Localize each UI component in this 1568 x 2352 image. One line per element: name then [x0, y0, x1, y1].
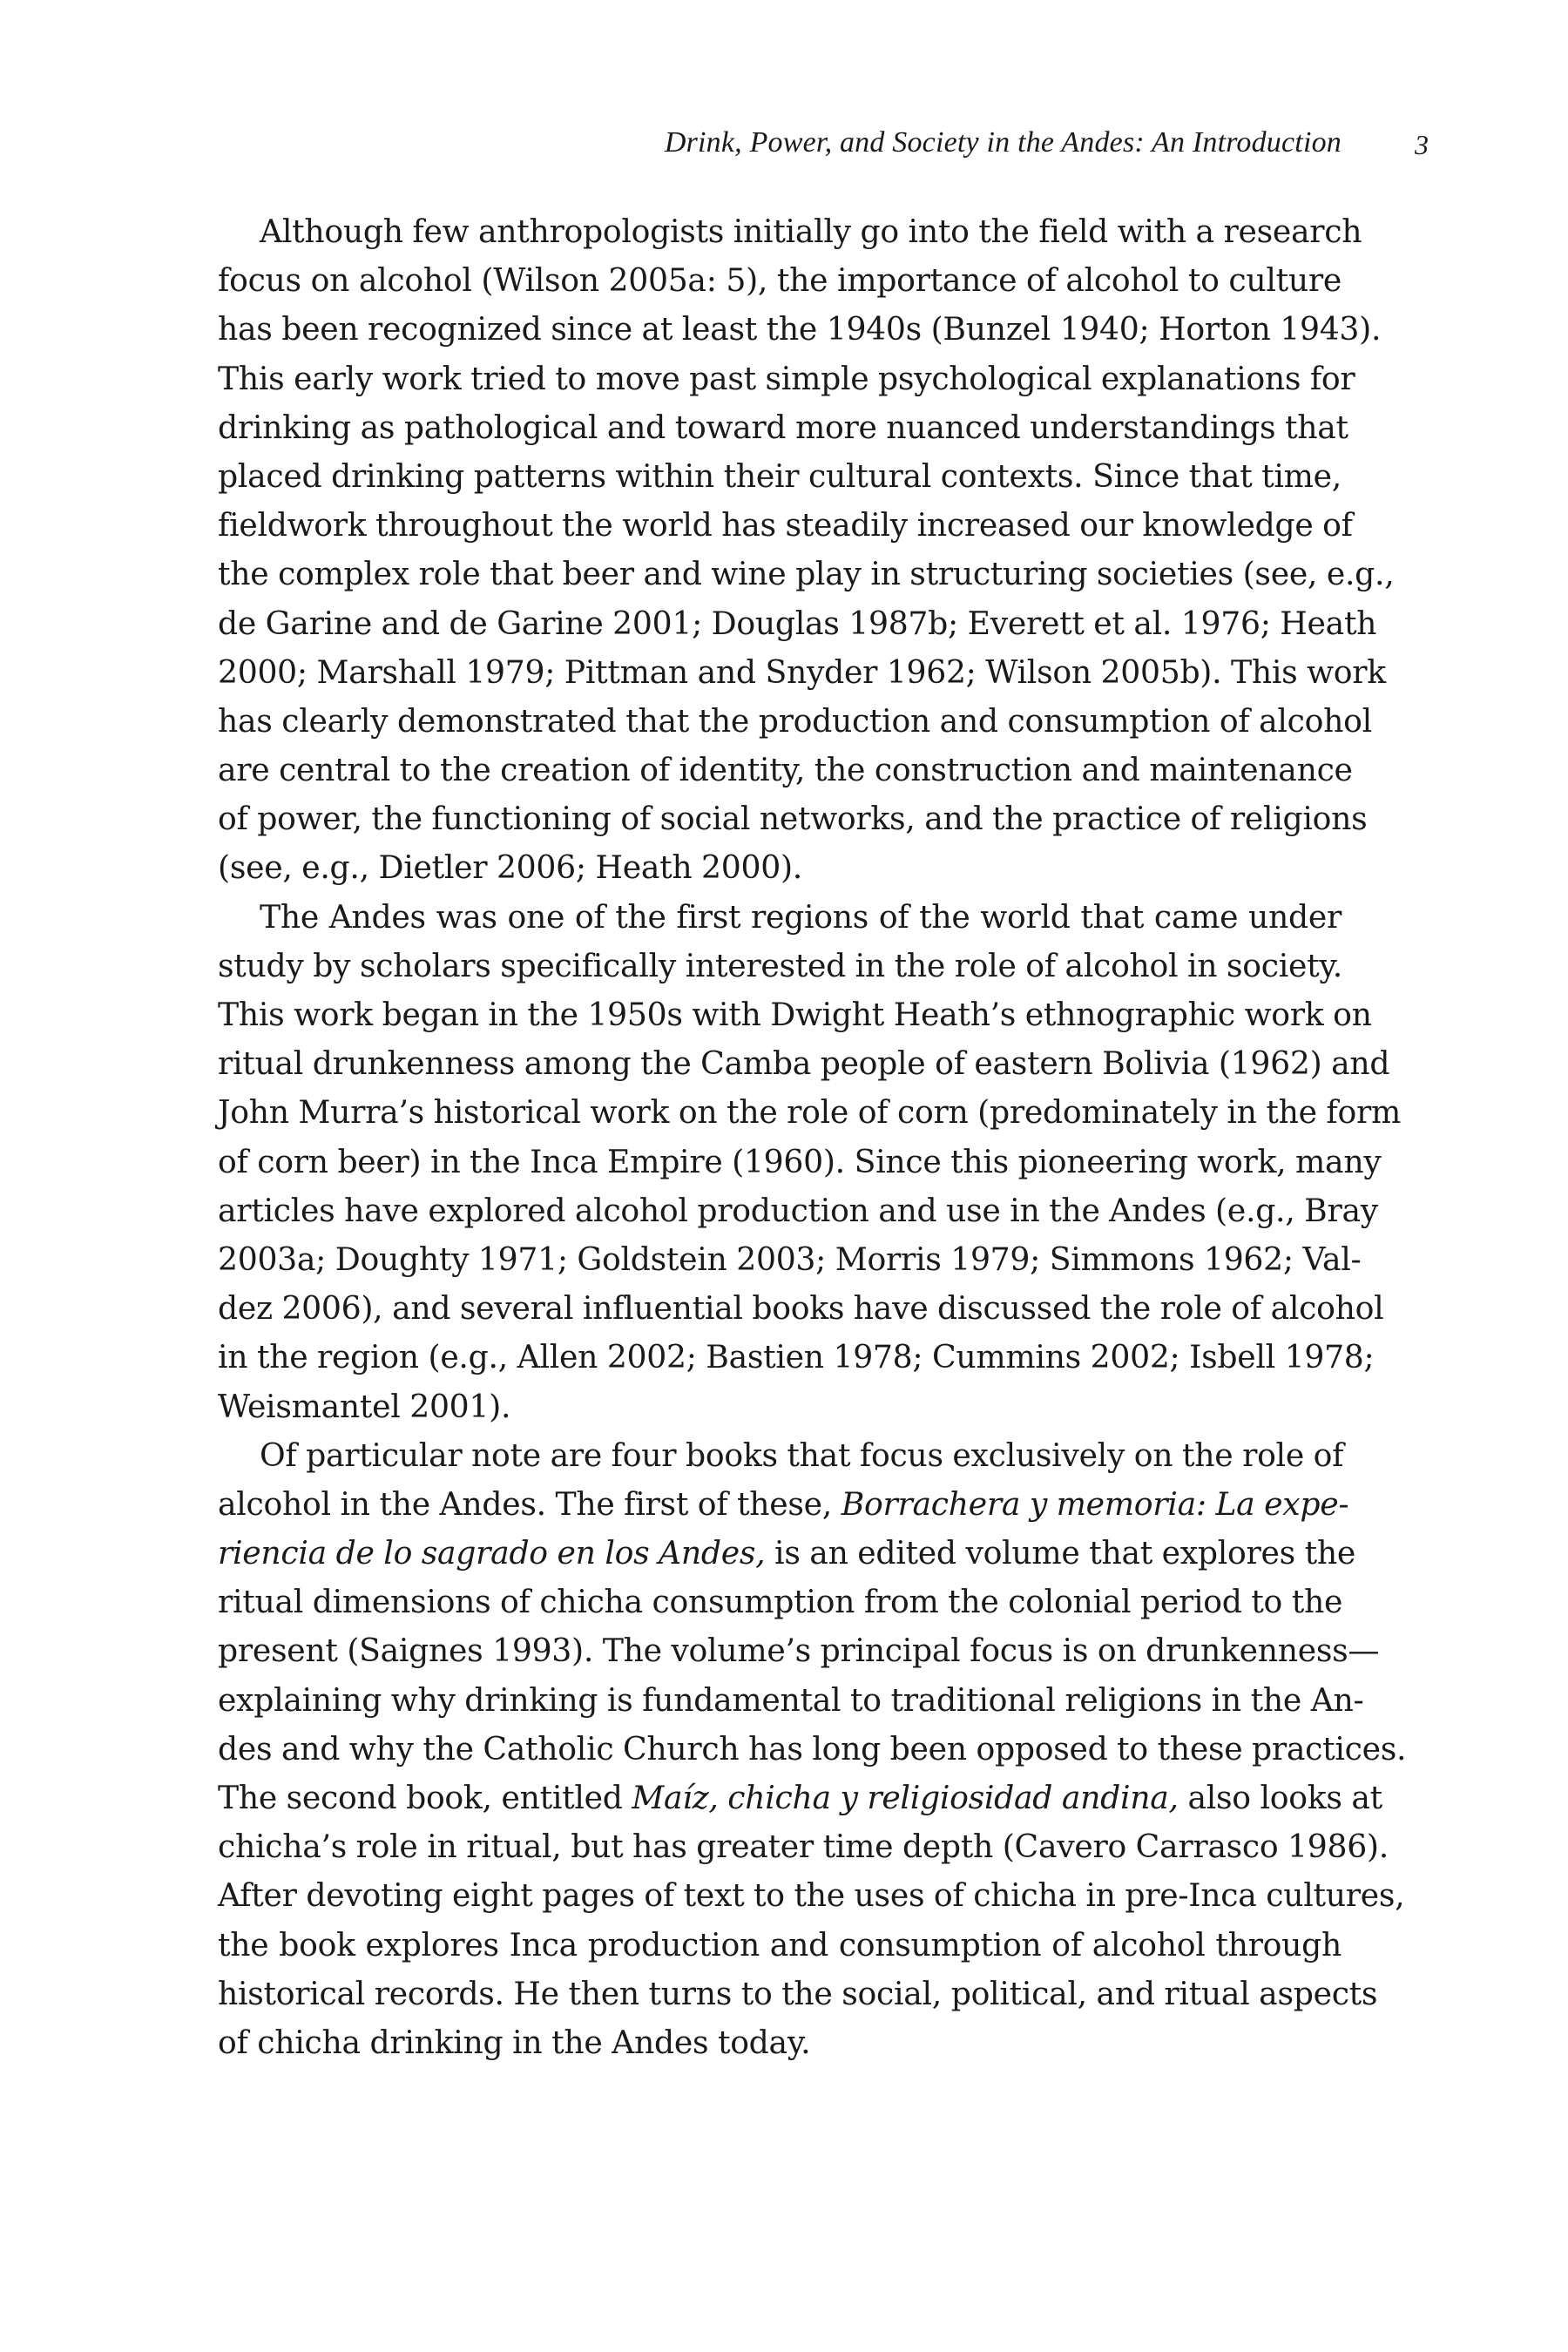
paragraph	[218, 207, 1395, 893]
text-line	[218, 697, 1372, 746]
text-line	[218, 1626, 1380, 1675]
line-text: is an edited volume that explores the	[765, 1534, 1355, 1572]
italic-title-text: riencia de lo sagrado en los Andes,	[218, 1534, 766, 1572]
text-line	[218, 893, 1342, 942]
text-line	[218, 1529, 1355, 1578]
italic-title-text: Borrachera y memoria: La expe-	[841, 1484, 1349, 1523]
line-text: des and why the Catholic Church has long been opposed to these practices.	[218, 1729, 1407, 1767]
line-text: of corn beer) in the Inca Empire (1960). Since this pioneering work, many	[218, 1142, 1382, 1180]
text-line	[218, 1774, 1382, 1822]
line-text: historical records. He then turns to the social, political, and ritual aspects	[218, 1974, 1378, 2012]
line-text: drinking as pathological and toward more nuanced understandings that	[218, 408, 1348, 446]
text-line	[218, 1431, 1342, 1480]
line-text: ritual drunkenness among the Camba people of eastern Bolivia (1962) and	[218, 1044, 1390, 1083]
text-line	[218, 355, 1355, 403]
line-text: placed drinking patterns within their cultural contexts. Since that time,	[218, 456, 1342, 495]
text-line	[218, 1822, 1389, 1871]
text-line	[218, 1725, 1407, 1774]
text-line	[218, 648, 1386, 697]
line-text: in the region (e.g., Allen 2002; Bastien 1978; Cummins 2002; Isbell 1978;	[218, 1338, 1375, 1376]
text-line	[218, 2018, 1342, 2067]
line-text: ritual dimensions of chicha consumption from the colonial period to the	[218, 1583, 1343, 1621]
text-line	[218, 1676, 1364, 1725]
body-text	[218, 207, 1407, 2067]
line-text: The Andes was one of the first regions of the world that came under	[260, 897, 1342, 936]
line-text: dez 2006), and several influential books have discussed the role of alcohol	[218, 1289, 1384, 1328]
text-line	[218, 550, 1395, 598]
text-line	[218, 1039, 1390, 1088]
line-text: has been recognized since at least the 1940s (Bunzel 1940; Horton 1943).	[218, 310, 1382, 348]
line-text: the complex role that beer and wine play in structuring societies (see, e.g.,	[218, 555, 1395, 593]
text-line	[218, 403, 1348, 452]
line-text: (see, e.g., Dietler 2006; Heath 2000).	[218, 848, 802, 887]
text-line	[218, 501, 1353, 550]
line-text: Weismantel 2001).	[218, 1387, 511, 1425]
line-text: After devoting eight pages of text to the uses of chicha in pre-Inca cultures,	[218, 1876, 1405, 1915]
line-text: John Murra’s historical work on the role of corn (predominately in the form	[218, 1093, 1402, 1132]
line-text: chicha’s role in ritual, but has greater time depth (Cavero Carrasco 1986).	[218, 1828, 1389, 1866]
text-line	[218, 1871, 1405, 1920]
line-text: has clearly demonstrated that the production and consumption of alcohol	[218, 701, 1372, 740]
text-line	[218, 1088, 1402, 1137]
text-line	[218, 746, 1353, 794]
line-text: Although few anthropologists initially go into the field with a research	[260, 213, 1362, 250]
running-head-title: Drink, Power, and Society in the Andes: An Introduction	[664, 126, 1342, 159]
line-text: also looks at	[1178, 1779, 1382, 1816]
line-text: present (Saignes 1993). The volume’s principal focus is on drunkenness—	[218, 1632, 1380, 1670]
line-text: 2000; Marshall 1979; Pittman and Snyder 1962; Wilson 2005b). This work	[218, 652, 1386, 691]
text-line	[218, 1480, 1349, 1529]
line-text: fieldwork throughout the world has steadily increased our knowledge of	[218, 506, 1353, 544]
line-text: articles have explored alcohol production and use in the Andes (e.g., Bray	[218, 1191, 1378, 1229]
text-line	[218, 599, 1377, 648]
text-line	[218, 1333, 1375, 1382]
text-line	[218, 452, 1342, 501]
line-text: of power, the functioning of social networks, and the practice of religions	[218, 800, 1368, 838]
text-line	[218, 794, 1368, 843]
text-line	[218, 843, 1342, 892]
paragraph	[218, 893, 1402, 1431]
text-line	[218, 1921, 1342, 1970]
text-line	[218, 1138, 1382, 1186]
line-text: This work began in the 1950s with Dwight Heath’s ethnographic work on	[218, 996, 1372, 1033]
line-text: 2003a; Doughty 1971; Goldstein 2003; Morris 1979; Simmons 1962; Val-	[218, 1240, 1362, 1278]
line-text: are central to the creation of identity, the construction and maintenance	[218, 751, 1353, 789]
page-number: 3	[1415, 129, 1429, 160]
text-line	[218, 1284, 1384, 1333]
text-line	[218, 1970, 1378, 2018]
line-text: explaining why drinking is fundamental to traditional religions in the An-	[218, 1680, 1364, 1719]
line-text: de Garine and de Garine 2001; Douglas 1987b; Everett et al. 1976; Heath	[218, 604, 1377, 642]
text-line	[218, 1578, 1342, 1626]
text-line	[218, 1186, 1378, 1235]
text-line	[218, 305, 1382, 354]
text-line	[218, 1235, 1362, 1284]
paragraph	[218, 1431, 1407, 2067]
line-text: alcohol in the Andes. The first of these,	[218, 1484, 841, 1523]
line-text: study by scholars specifically interested in the role of alcohol in society.	[218, 946, 1342, 984]
line-text: of chicha drinking in the Andes today.	[218, 2023, 811, 2061]
text-line	[218, 256, 1342, 305]
text-line	[218, 207, 1362, 256]
line-text: This early work tried to move past simple psychological explanations for	[218, 359, 1355, 397]
text-line	[218, 942, 1342, 990]
line-text: focus on alcohol (Wilson 2005a: 5), the importance of alcohol to culture	[218, 261, 1342, 300]
line-text: the book explores Inca production and consumption of alcohol through	[218, 1925, 1342, 1963]
italic-title-text: Maíz, chicha y religiosidad andina,	[632, 1779, 1179, 1816]
line-text: Of particular note are four books that focus exclusively on the role of	[260, 1436, 1344, 1474]
text-line	[218, 990, 1372, 1039]
line-text: The second book, entitled	[218, 1779, 632, 1816]
text-line	[218, 1382, 1342, 1431]
